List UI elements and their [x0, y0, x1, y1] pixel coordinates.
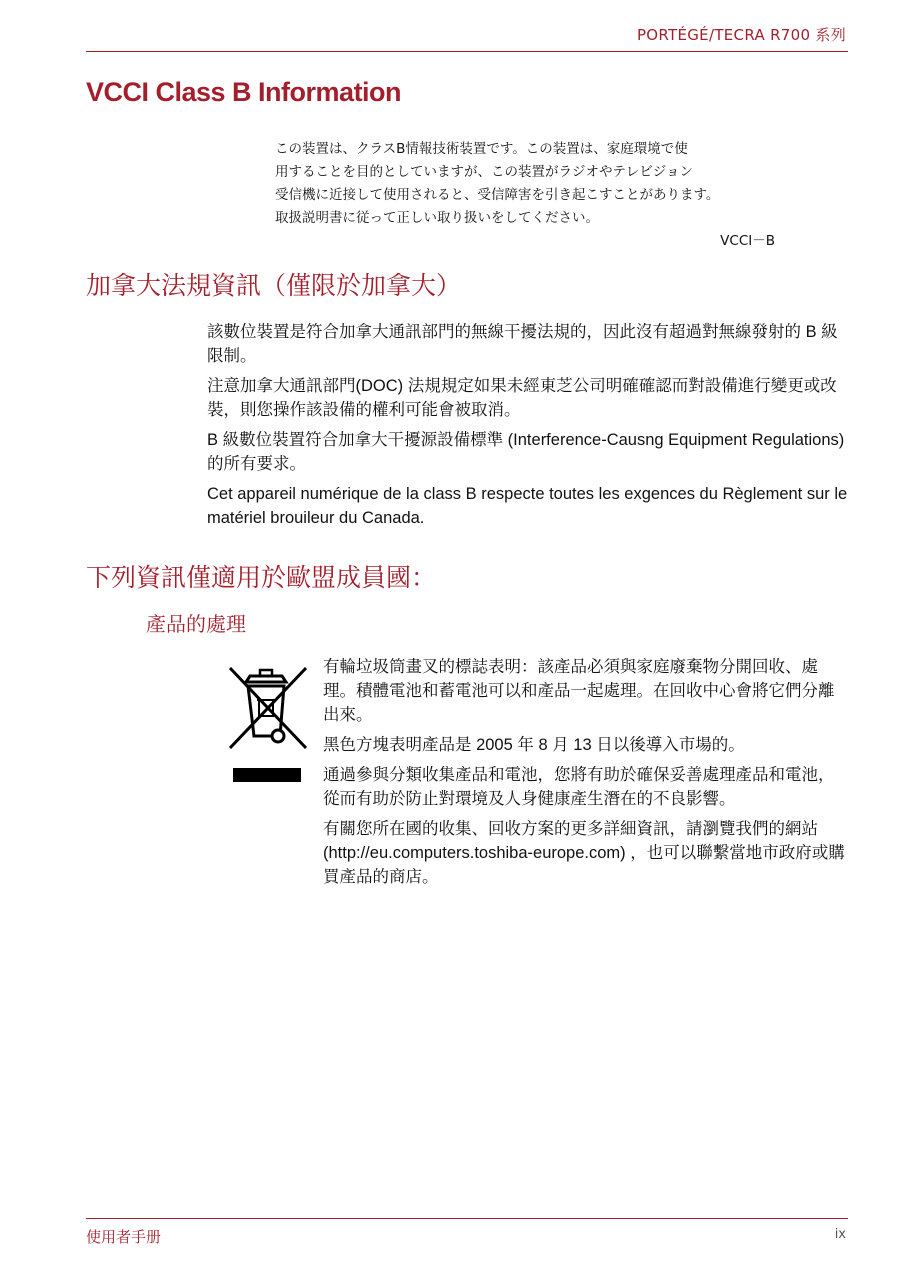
page-number: ix: [834, 1227, 846, 1242]
disposal-subtitle: 產品的處理: [146, 612, 246, 636]
header-series-title: PORTÉGÉ/TECRA R700 系列: [636, 26, 846, 44]
eu-paragraph: 通過參與分類收集產品和電池，您將有助於確保妥善處理產品和電池，從而有助於防止對環境及人身健康產生潛在的不良影響。: [323, 766, 835, 808]
vcci-section-title: VCCI Class B Information: [86, 77, 402, 107]
canada-section-title: 加拿大法規資訊（僅限於加拿大）: [86, 271, 462, 300]
footer-manual-title: 使用者手册: [86, 1228, 162, 1246]
eu-paragraph: 有輪垃圾筒畫叉的標誌表明：該產品必須與家庭廢棄物分開回收、處理。積體電池和蓄電池可以和產品一起處理。在回收中心會將它們分離出來。: [323, 658, 835, 724]
footer-rule: [86, 1218, 848, 1219]
eu-section-title: 下列資訊僅適用於歐盟成員國：: [86, 563, 437, 592]
vcci-notice: [275, 138, 795, 253]
canada-paragraph: B 級數位裝置符合加拿大干擾源設備標準 (Interference-Causng Equipment Regulations) 的所有要求。: [207, 431, 845, 473]
header-rule: [86, 51, 848, 52]
vcci-line: 取扱説明書に従って正しい取り扱いをしてください。: [275, 210, 599, 226]
canada-paragraph: 該數位裝置是符合加拿大通訊部門的無線干擾法規的，因此沒有超過對無線發射的 B 級限制。: [207, 323, 838, 365]
vcci-line: この装置は、クラスB情報技術装置です。この装置は、家庭環境で使: [275, 141, 688, 157]
vcci-line: 受信機に近接して使用されると、受信障害を引き起こすことがあります。: [275, 187, 720, 203]
eu-paragraphs: [323, 655, 849, 895]
vcci-tag: VCCI－B: [720, 233, 775, 249]
canada-paragraphs: [207, 320, 849, 536]
eu-paragraph: 黑色方塊表明產品是 2005 年 8 月 13 日以後導入市場的。: [323, 736, 745, 754]
canada-paragraph: Cet appareil numérique de la class B respecte toutes les exgences du Règlement sur le matériel brouileur du Canada.: [207, 485, 848, 527]
vcci-line: 用することを目的としていますが、この装置がラジオやテレビジョン: [275, 164, 693, 180]
crossed-out-wheelie-bin-icon: [226, 664, 310, 784]
canada-paragraph: 注意加拿大通訊部門(DOC) 法規規定如果未經東芝公司明確確認而對設備進行變更或改裝，則您操作該設備的權利可能會被取消。: [207, 377, 837, 419]
eu-paragraph: 有關您所在國的收集、回收方案的更多詳細資訊，請瀏覽我們的網站 (http://eu.computers.toshiba-europe.com) ，也可以聯繫當地市政府或購買產品的商店。: [323, 820, 845, 886]
